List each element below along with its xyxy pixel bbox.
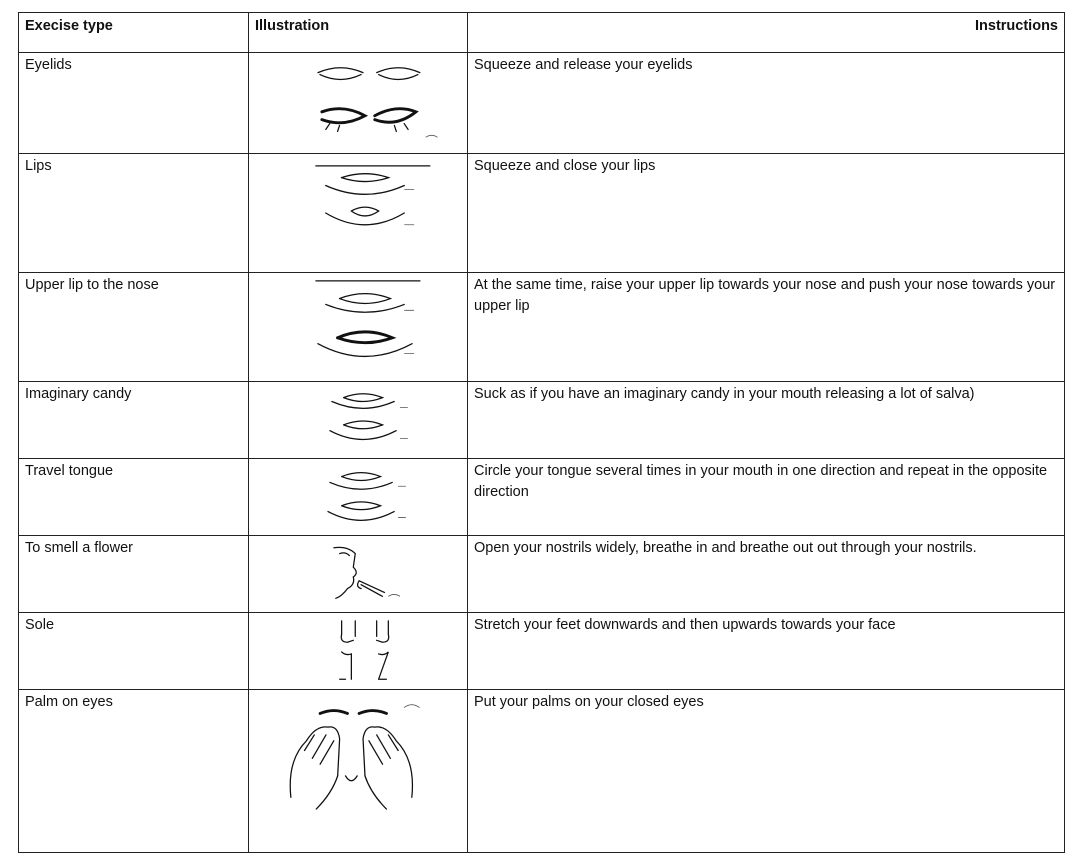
exercise-instruction: Suck as if you have an imaginary candy in your mouth releasing a lot of salva) bbox=[468, 382, 1065, 459]
exercise-type: Lips bbox=[19, 154, 249, 273]
table-row bbox=[19, 154, 1065, 273]
exercise-type: Imaginary candy bbox=[19, 382, 249, 459]
header-type: Execise type bbox=[19, 13, 249, 53]
exercise-instruction: At the same time, raise your upper lip towards your nose and push your nose towards your upper lip bbox=[468, 273, 1065, 382]
exercise-instruction: Squeeze and release your eyelids bbox=[468, 53, 1065, 154]
table-row bbox=[19, 382, 1065, 459]
exercise-instruction: Open your nostrils widely, breathe in and breathe out out through your nostrils. bbox=[468, 536, 1065, 613]
exercise-type: Travel tongue bbox=[19, 459, 249, 536]
table-row bbox=[19, 273, 1065, 382]
table-row bbox=[19, 690, 1065, 853]
table-row bbox=[19, 613, 1065, 690]
exercise-type: Palm on eyes bbox=[19, 690, 249, 853]
palms-illustration bbox=[255, 692, 474, 850]
exercise-type: Upper lip to the nose bbox=[19, 273, 249, 382]
exercise-type: Eyelids bbox=[19, 53, 249, 154]
exercise-instruction: Stretch your feet downwards and then upwards towards your face bbox=[468, 613, 1065, 690]
header-row bbox=[19, 13, 1065, 53]
closed-eyes-illustration bbox=[255, 55, 474, 151]
table-row bbox=[19, 459, 1065, 536]
exercise-instruction: Put your palms on your closed eyes bbox=[468, 690, 1065, 853]
exercise-instruction: Circle your tongue several times in your mouth in one direction and repeat in the opposite direction bbox=[468, 459, 1065, 536]
table-row bbox=[19, 536, 1065, 613]
table-row bbox=[19, 53, 1065, 154]
feet-illustration bbox=[255, 615, 474, 687]
flower-illustration bbox=[255, 538, 474, 610]
lips-illustration bbox=[255, 156, 474, 270]
header-illustration: Illustration bbox=[249, 13, 468, 53]
upper-lip-illustration bbox=[255, 275, 474, 379]
exercise-table bbox=[18, 12, 1065, 853]
exercise-type: Sole bbox=[19, 613, 249, 690]
header-instructions: Instructions bbox=[468, 13, 1065, 53]
candy-illustration bbox=[255, 384, 474, 456]
exercise-instruction: Squeeze and close your lips bbox=[468, 154, 1065, 273]
tongue-illustration bbox=[255, 461, 474, 533]
exercise-type: To smell a flower bbox=[19, 536, 249, 613]
